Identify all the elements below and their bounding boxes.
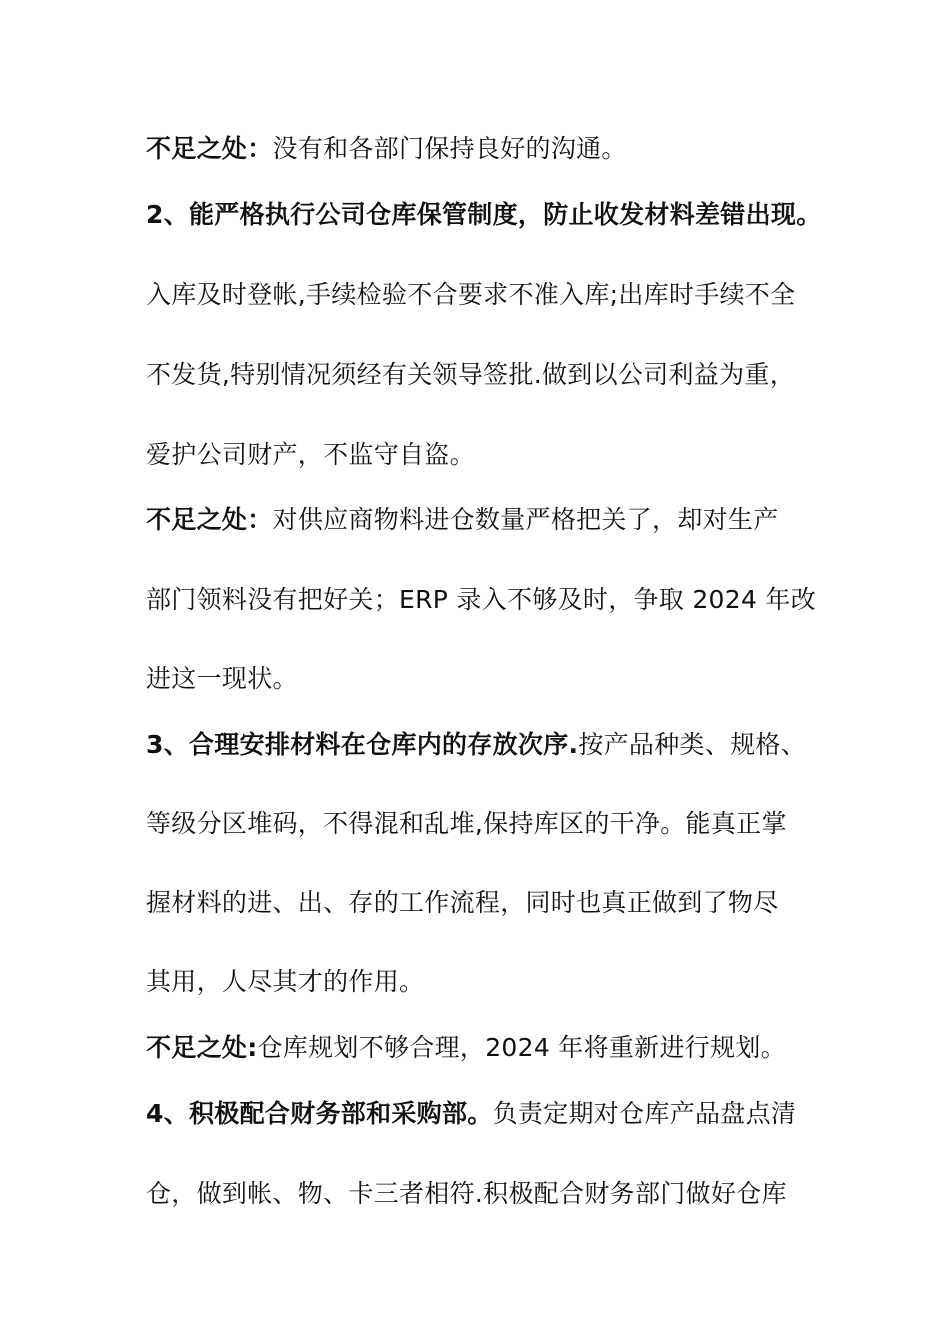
section-heading: 2、能严格执行公司仓库保管制度，防止收发材料差错出现。 [146, 200, 822, 229]
text-line-11 [146, 886, 846, 920]
text-line-6 [146, 503, 846, 537]
line-text: 仓库规划不够合理，2024 年将重新进行规划。 [257, 1033, 786, 1062]
line-text: 部门领料没有把好关；ERP 录入不够及时，争取 2024 年改 [146, 585, 817, 614]
line-text: 不发货,特别情况须经有关领导签批.做到以公司利益为重， [146, 360, 795, 389]
line-text: 没有和各部门保持良好的沟通。 [272, 134, 627, 163]
line-text: 其用，人尽其才的作用。 [146, 967, 425, 996]
line-text: 握材料的进、出、存的工作流程，同时也真正做到了物尽 [146, 888, 779, 917]
line-text: 入库及时登帐,手续检验不合要求不准入库;出库时手续不全 [146, 280, 796, 309]
line-text: 进这一现状。 [146, 664, 298, 693]
text-line-2 [146, 198, 846, 232]
line-text: 仓，做到帐、物、卡三者相符.积极配合财务部门做好仓库 [146, 1179, 787, 1208]
text-line-12 [146, 965, 846, 999]
line-text: 等级分区堆码，不得混和乱堆,保持库区的干净。能真正掌 [146, 809, 787, 838]
text-line-9 [146, 728, 846, 762]
line-text: 爱护公司财产，不监守自盗。 [146, 440, 475, 469]
text-line-4 [146, 358, 846, 392]
line-text: 对供应商物料进仓数量严格把关了，却对生产 [272, 505, 779, 534]
text-line-8 [146, 662, 846, 696]
bold-label: 不足之处： [146, 505, 273, 534]
line-text: 按产品种类、规格、 [578, 730, 806, 759]
bold-label: 不足之处: [146, 1033, 258, 1062]
text-line-14 [146, 1097, 846, 1131]
text-line-1 [146, 132, 846, 166]
text-line-10 [146, 807, 846, 841]
text-line-13 [146, 1031, 846, 1065]
text-line-3 [146, 278, 846, 312]
text-line-5 [146, 438, 846, 472]
bold-label: 不足之处： [146, 134, 273, 163]
line-text: 负责定期对仓库产品盘点清 [492, 1099, 797, 1128]
text-line-15 [146, 1177, 846, 1211]
text-line-7 [146, 583, 846, 617]
section-heading: 3、合理安排材料在仓库内的存放次序. [146, 730, 579, 759]
section-heading: 4、积极配合财务部和采购部。 [146, 1099, 493, 1128]
